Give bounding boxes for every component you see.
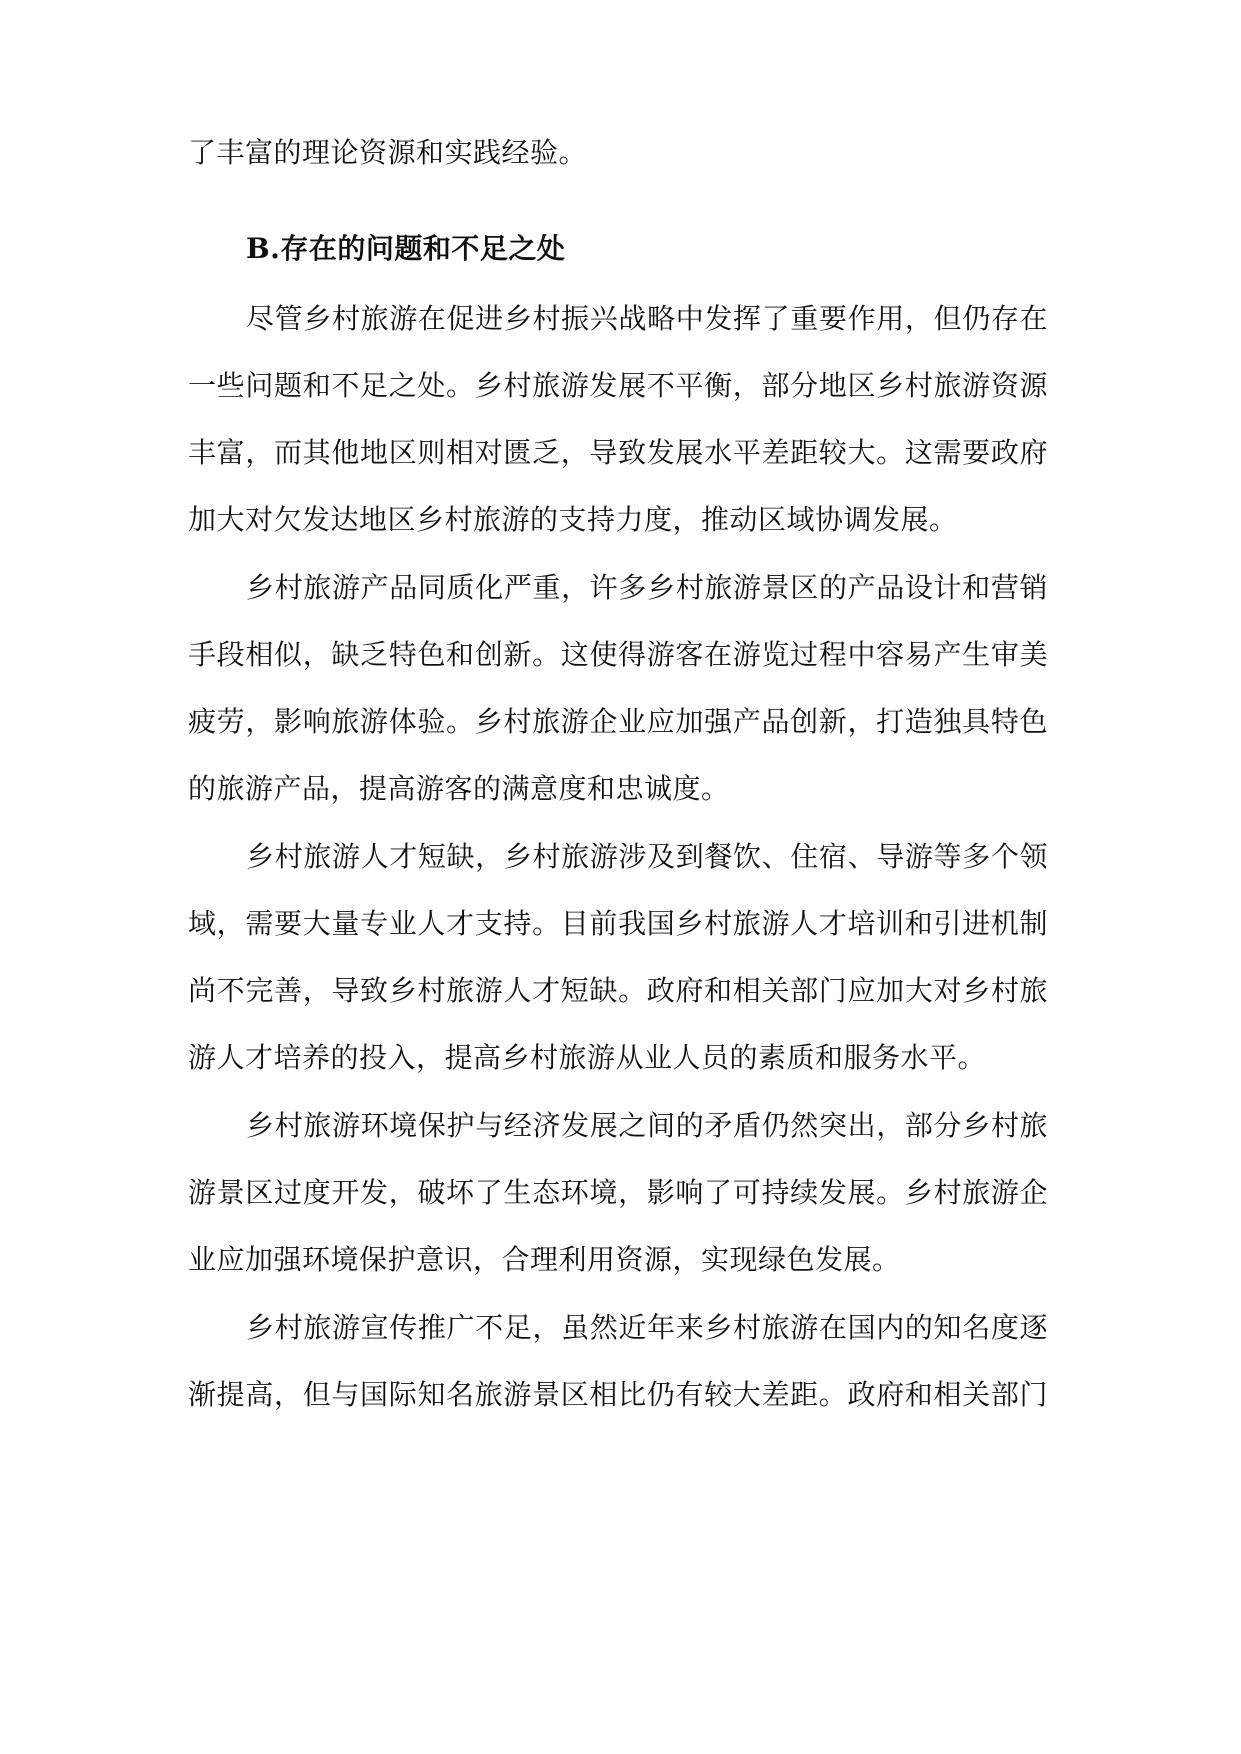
paragraph-line: 丰富，而其他地区则相对匮乏，导致发展水平差距较大。这需要政府 <box>188 436 1048 469</box>
paragraph-line: 游人才培养的投入，提高乡村旅游从业人员的素质和服务水平。 <box>188 1041 987 1074</box>
paragraph-line: 游景区过度开发，破坏了生态环境，影响了可持续发展。乡村旅游企 <box>188 1176 1048 1209</box>
continuation-line: 了丰富的理论资源和实践经验。 <box>188 136 588 169</box>
paragraph-line: 疲劳，影响旅游体验。乡村旅游企业应加强产品创新，打造独具特色 <box>188 705 1048 738</box>
paragraph-line: 一些问题和不足之处。乡村旅游发展不平衡，部分地区乡村旅游资源 <box>188 369 1048 402</box>
paragraph-line: 尚不完善，导致乡村旅游人才短缺。政府和相关部门应加大对乡村旅 <box>188 974 1048 1007</box>
paragraph-line: 乡村旅游人才短缺，乡村旅游涉及到餐饮、住宿、导游等多个领 <box>246 840 1048 873</box>
paragraph-line: 业应加强环境保护意识，合理利用资源，实现绿色发展。 <box>188 1243 901 1276</box>
paragraph-line: 乡村旅游产品同质化严重，许多乡村旅游景区的产品设计和营销 <box>246 571 1048 604</box>
paragraph-line: 尽管乡村旅游在促进乡村振兴战略中发挥了重要作用，但仍存在 <box>246 302 1048 335</box>
paragraph-line: 乡村旅游宣传推广不足，虽然近年来乡村旅游在国内的知名度逐 <box>246 1311 1048 1344</box>
section-heading: B.存在的问题和不足之处 <box>246 232 566 265</box>
paragraph-line: 加大对欠发达地区乡村旅游的支持力度，推动区域协调发展。 <box>188 503 958 536</box>
paragraph-line: 手段相似，缺乏特色和创新。这使得游客在游览过程中容易产生审美 <box>188 638 1048 671</box>
paragraph-line: 的旅游产品，提高游客的满意度和忠诚度。 <box>188 772 730 805</box>
paragraph-line: 乡村旅游环境保护与经济发展之间的矛盾仍然突出，部分乡村旅 <box>246 1109 1048 1142</box>
paragraph-line: 渐提高，但与国际知名旅游景区相比仍有较大差距。政府和相关部门 <box>188 1378 1048 1411</box>
paragraph-line: 域，需要大量专业人才支持。目前我国乡村旅游人才培训和引进机制 <box>188 907 1048 940</box>
